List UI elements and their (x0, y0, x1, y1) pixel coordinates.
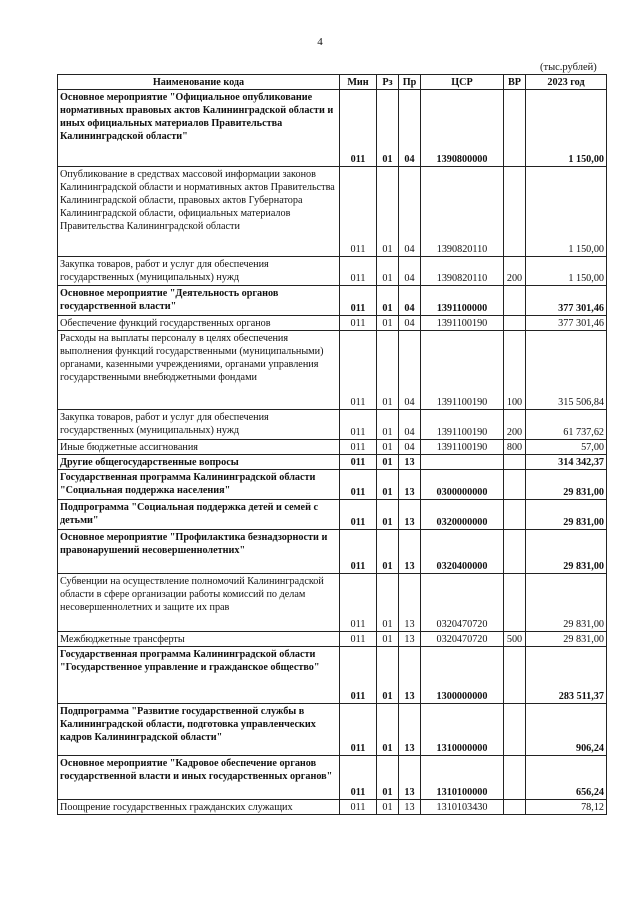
cell-min: 011 (340, 286, 377, 316)
cell-vr (504, 574, 526, 632)
cell-csr: 1391100190 (421, 331, 504, 410)
table-row (58, 410, 607, 440)
cell-csr: 0320470720 (421, 632, 504, 647)
cell-vr (504, 500, 526, 530)
cell-pr: 13 (399, 530, 421, 574)
cell-amount: 57,00 (526, 440, 607, 455)
cell-pr: 04 (399, 410, 421, 440)
cell-name: Закупка товаров, работ и услуг для обеспечения государственных (муниципальных) нужд (58, 410, 340, 440)
cell-min: 011 (340, 704, 377, 756)
cell-amount: 29 831,00 (526, 470, 607, 500)
cell-amount: 1 150,00 (526, 257, 607, 286)
cell-pr: 13 (399, 756, 421, 800)
cell-csr: 0320470720 (421, 574, 504, 632)
cell-min: 011 (340, 440, 377, 455)
cell-min: 011 (340, 800, 377, 815)
cell-vr (504, 530, 526, 574)
cell-amount: 1 150,00 (526, 167, 607, 257)
page-number: 4 (317, 36, 323, 48)
table-row (58, 800, 607, 815)
cell-csr: 1310000000 (421, 704, 504, 756)
cell-name: Государственная программа Калининградской области "Государственное управление и гражданское общество" (58, 647, 340, 704)
cell-min: 011 (340, 647, 377, 704)
table-row (58, 470, 607, 500)
cell-csr: 1300000000 (421, 647, 504, 704)
cell-name: Закупка товаров, работ и услуг для обеспечения государственных (муниципальных) нужд (58, 257, 340, 286)
cell-csr: 1391100190 (421, 410, 504, 440)
cell-name: Основное мероприятие "Профилактика безнадзорности и правонарушений несовершеннолетних" (58, 530, 340, 574)
cell-csr: 1310103430 (421, 800, 504, 815)
cell-vr (504, 286, 526, 316)
cell-vr (504, 756, 526, 800)
cell-rz: 01 (377, 316, 399, 331)
cell-rz: 01 (377, 167, 399, 257)
table-row (58, 704, 607, 756)
cell-amount: 656,24 (526, 756, 607, 800)
cell-vr (504, 704, 526, 756)
cell-rz: 01 (377, 632, 399, 647)
cell-rz: 01 (377, 800, 399, 815)
header-csr: ЦСР (421, 75, 504, 90)
cell-name: Другие общегосударственные вопросы (58, 455, 340, 470)
cell-rz: 01 (377, 704, 399, 756)
cell-vr (504, 470, 526, 500)
header-name: Наименование кода (58, 75, 340, 90)
cell-pr: 13 (399, 704, 421, 756)
table-row (58, 286, 607, 316)
cell-rz: 01 (377, 410, 399, 440)
cell-vr (504, 316, 526, 331)
cell-vr: 800 (504, 440, 526, 455)
cell-min: 011 (340, 632, 377, 647)
cell-name: Межбюджетные трансферты (58, 632, 340, 647)
cell-csr: 0320000000 (421, 500, 504, 530)
cell-amount: 29 831,00 (526, 632, 607, 647)
table-row (58, 647, 607, 704)
cell-min: 011 (340, 90, 377, 167)
cell-name: Основное мероприятие "Официальное опубликование нормативных правовых актов Калининградской области и иных официальных материалов Правительства Калининградской области" (58, 90, 340, 167)
cell-name: Подпрограмма "Социальная поддержка детей и семей с детьми" (58, 500, 340, 530)
cell-name: Расходы на выплаты персоналу в целях обеспечения выполнения функций государственными (муниципальными) органами, казенными учреждениями, органами управления государственными внебюджетными фондами (58, 331, 340, 410)
cell-amount: 315 506,84 (526, 331, 607, 410)
cell-pr: 04 (399, 257, 421, 286)
cell-rz: 01 (377, 455, 399, 470)
header-pr: Пр (399, 75, 421, 90)
cell-amount: 29 831,00 (526, 530, 607, 574)
cell-rz: 01 (377, 756, 399, 800)
cell-csr: 1390820110 (421, 167, 504, 257)
cell-min: 011 (340, 257, 377, 286)
cell-csr: 1391100000 (421, 286, 504, 316)
cell-min: 011 (340, 500, 377, 530)
table-row (58, 331, 607, 410)
cell-min: 011 (340, 316, 377, 331)
cell-rz: 01 (377, 257, 399, 286)
cell-vr (504, 800, 526, 815)
cell-rz: 01 (377, 647, 399, 704)
cell-name: Подпрограмма "Развитие государственной службы в Калининградской области, подготовка управленческих кадров Калининградской области" (58, 704, 340, 756)
cell-vr (504, 455, 526, 470)
header-rz: Рз (377, 75, 399, 90)
table-row (58, 632, 607, 647)
header-year: 2023 год (526, 75, 607, 90)
cell-csr: 1391100190 (421, 316, 504, 331)
cell-pr: 04 (399, 316, 421, 331)
cell-rz: 01 (377, 331, 399, 410)
cell-min: 011 (340, 530, 377, 574)
cell-rz: 01 (377, 500, 399, 530)
table-row (58, 440, 607, 455)
cell-csr: 0300000000 (421, 470, 504, 500)
cell-pr: 04 (399, 167, 421, 257)
cell-vr: 200 (504, 410, 526, 440)
table-row (58, 756, 607, 800)
cell-amount: 1 150,00 (526, 90, 607, 167)
table-row (58, 574, 607, 632)
cell-csr: 1390820110 (421, 257, 504, 286)
cell-vr (504, 647, 526, 704)
cell-pr: 04 (399, 90, 421, 167)
cell-amount: 283 511,37 (526, 647, 607, 704)
cell-amount: 29 831,00 (526, 574, 607, 632)
cell-amount: 377 301,46 (526, 316, 607, 331)
cell-rz: 01 (377, 440, 399, 455)
cell-amount: 61 737,62 (526, 410, 607, 440)
budget-table (57, 74, 607, 815)
table-row (58, 316, 607, 331)
cell-pr: 13 (399, 800, 421, 815)
cell-rz: 01 (377, 286, 399, 316)
cell-min: 011 (340, 455, 377, 470)
cell-name: Основное мероприятие "Кадровое обеспечение органов государственной власти и иных государственных органов" (58, 756, 340, 800)
cell-vr (504, 90, 526, 167)
header-min: Мин (340, 75, 377, 90)
cell-pr: 13 (399, 500, 421, 530)
cell-vr: 500 (504, 632, 526, 647)
cell-name: Государственная программа Калининградской области "Социальная поддержка населения" (58, 470, 340, 500)
header-vr: ВР (504, 75, 526, 90)
cell-pr: 13 (399, 647, 421, 704)
table-row (58, 90, 607, 167)
cell-amount: 78,12 (526, 800, 607, 815)
table-row (58, 530, 607, 574)
cell-amount: 314 342,37 (526, 455, 607, 470)
table-row (58, 257, 607, 286)
cell-pr: 13 (399, 470, 421, 500)
cell-amount: 906,24 (526, 704, 607, 756)
cell-vr: 200 (504, 257, 526, 286)
cell-min: 011 (340, 756, 377, 800)
cell-rz: 01 (377, 574, 399, 632)
cell-csr: 1391100190 (421, 440, 504, 455)
cell-min: 011 (340, 574, 377, 632)
cell-vr (504, 167, 526, 257)
cell-min: 011 (340, 470, 377, 500)
cell-name: Субвенции на осуществление полномочий Калининградской области в сфере организации работы комиссий по делам несовершеннолетних и защите их прав (58, 574, 340, 632)
unit-note: (тыс.рублей) (540, 62, 597, 73)
cell-name: Поощрение государственных гражданских служащих (58, 800, 340, 815)
cell-pr: 04 (399, 331, 421, 410)
cell-amount: 377 301,46 (526, 286, 607, 316)
table-row (58, 500, 607, 530)
cell-pr: 13 (399, 574, 421, 632)
cell-csr: 0320400000 (421, 530, 504, 574)
cell-name: Опубликование в средствах массовой информации законов Калининградской области и нормативных актов Правительства Калининградской области, правовых актов Губернатора Калининградской области, официальных материалов Правительства Калининградской области (58, 167, 340, 257)
cell-pr: 04 (399, 286, 421, 316)
cell-csr: 1310100000 (421, 756, 504, 800)
cell-name: Основное мероприятие "Деятельность органов государственной власти" (58, 286, 340, 316)
table-header-row (58, 75, 607, 90)
cell-csr (421, 455, 504, 470)
cell-min: 011 (340, 167, 377, 257)
cell-csr: 1390800000 (421, 90, 504, 167)
cell-min: 011 (340, 331, 377, 410)
cell-pr: 13 (399, 455, 421, 470)
table-row (58, 455, 607, 470)
cell-pr: 04 (399, 440, 421, 455)
cell-pr: 13 (399, 632, 421, 647)
cell-rz: 01 (377, 470, 399, 500)
table-row (58, 167, 607, 257)
cell-min: 011 (340, 410, 377, 440)
cell-name: Иные бюджетные ассигнования (58, 440, 340, 455)
cell-amount: 29 831,00 (526, 500, 607, 530)
cell-rz: 01 (377, 90, 399, 167)
cell-rz: 01 (377, 530, 399, 574)
cell-vr: 100 (504, 331, 526, 410)
cell-name: Обеспечение функций государственных органов (58, 316, 340, 331)
